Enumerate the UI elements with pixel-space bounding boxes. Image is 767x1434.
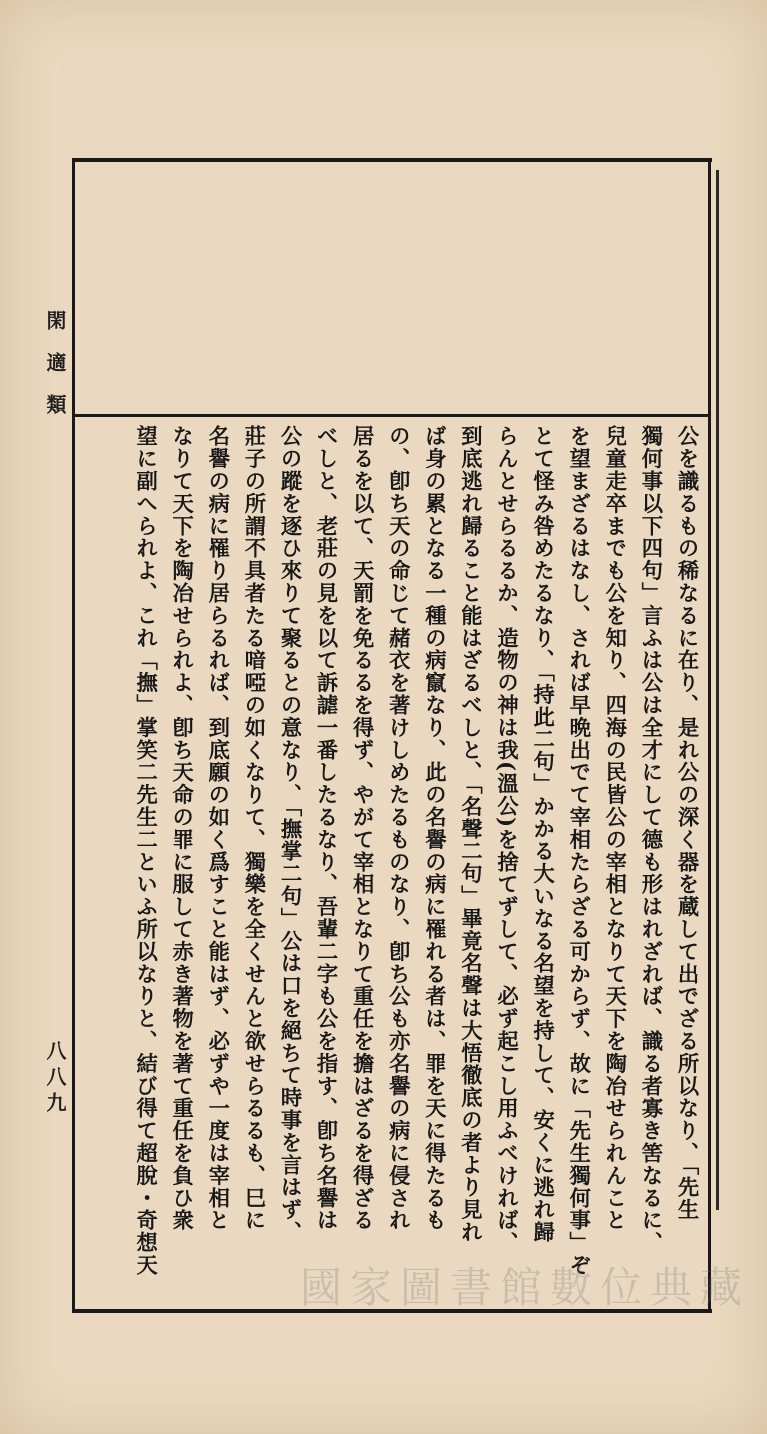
text-line: なりて天下を陶冶せられよ、卽ち天命の罪に服して赤き著物を著て重任を負ひ衆 <box>168 425 194 1232</box>
text-line: らんとせらるるか、造物の神は我(溫公)を捨てずして、必ず起こし用ふべければ、 <box>493 425 519 1254</box>
header-divider-rule <box>75 414 708 417</box>
text-line: 兒童走卒までも公を知り、四海の民皆公の宰相となりて天下を陶冶せられんこと <box>601 425 627 1232</box>
body-text <box>84 425 704 1305</box>
frame-left-rule <box>72 158 75 1313</box>
text-line: ば身の累となる一種の病竄なり、此の名譽の病に罹れる者は、罪を天に得たるも <box>421 425 447 1232</box>
text-line: 公の蹤を逐ひ來りて聚るとの意なり、「撫掌二句」公は口を絕ちて時事を言はず、 <box>276 425 302 1244</box>
text-line: 望に副へられよ、これ「撫」掌笑二先生二といふ所以なりと、結び得て超脫・奇想天 <box>132 425 158 1277</box>
frame-outer-right-rule <box>716 170 719 1210</box>
text-line: 莊子の所謂不具者たる喑啞の如くなりて、獨樂を全くせんと欲せらるるも、巳に <box>240 425 266 1232</box>
library-watermark: 國家圖書館數位典藏 <box>300 1263 751 1312</box>
text-line: 公を識るもの稀なるに在り、是れ公の深く器を蔵して出でざる所以なり、「先生 <box>674 425 699 1221</box>
text-line: 名譽の病に罹り居らるれば、到底願の如く爲すこと能はず、必ずや一度は宰相と <box>204 425 230 1232</box>
text-line: べしと、老莊の見を以て訴謔一番したるなり、吾輩二字も公を指す、卽ち名譽は <box>313 425 339 1232</box>
frame-right-rule <box>708 158 711 1313</box>
text-line: 獨何事以下四句」言ふは公は全才にして德も形はれざれば、識る者寡き筈なるに、 <box>637 425 663 1254</box>
frame-top-rule <box>72 158 712 162</box>
text-line: を望まざるはなし、されば早晩出でて宰相たらざる可からず、故に「先生獨何事」ぞ <box>565 425 591 1277</box>
page-number: 八八九 <box>43 1040 67 1118</box>
text-line: とて怪み咎めたるなり、「持此二句」かかる大いなる名望を持して、安くに逃れ歸 <box>529 425 555 1244</box>
text-line: 居るを以て、天罰を免るるを得ず、やがて宰相となりて重任を擔はざるを得ざる <box>349 425 375 1232</box>
running-title: 閑適類 <box>43 310 67 436</box>
text-line: 到底逃れ歸ること能はざるべしと、「名聲二句」畢竟名聲は大悟徹底の者より見れ <box>457 425 483 1244</box>
text-line: の、卽ち天の命じて赭衣を著けしめたるものなり、卽ち公も亦名譽の病に侵され <box>385 425 411 1232</box>
